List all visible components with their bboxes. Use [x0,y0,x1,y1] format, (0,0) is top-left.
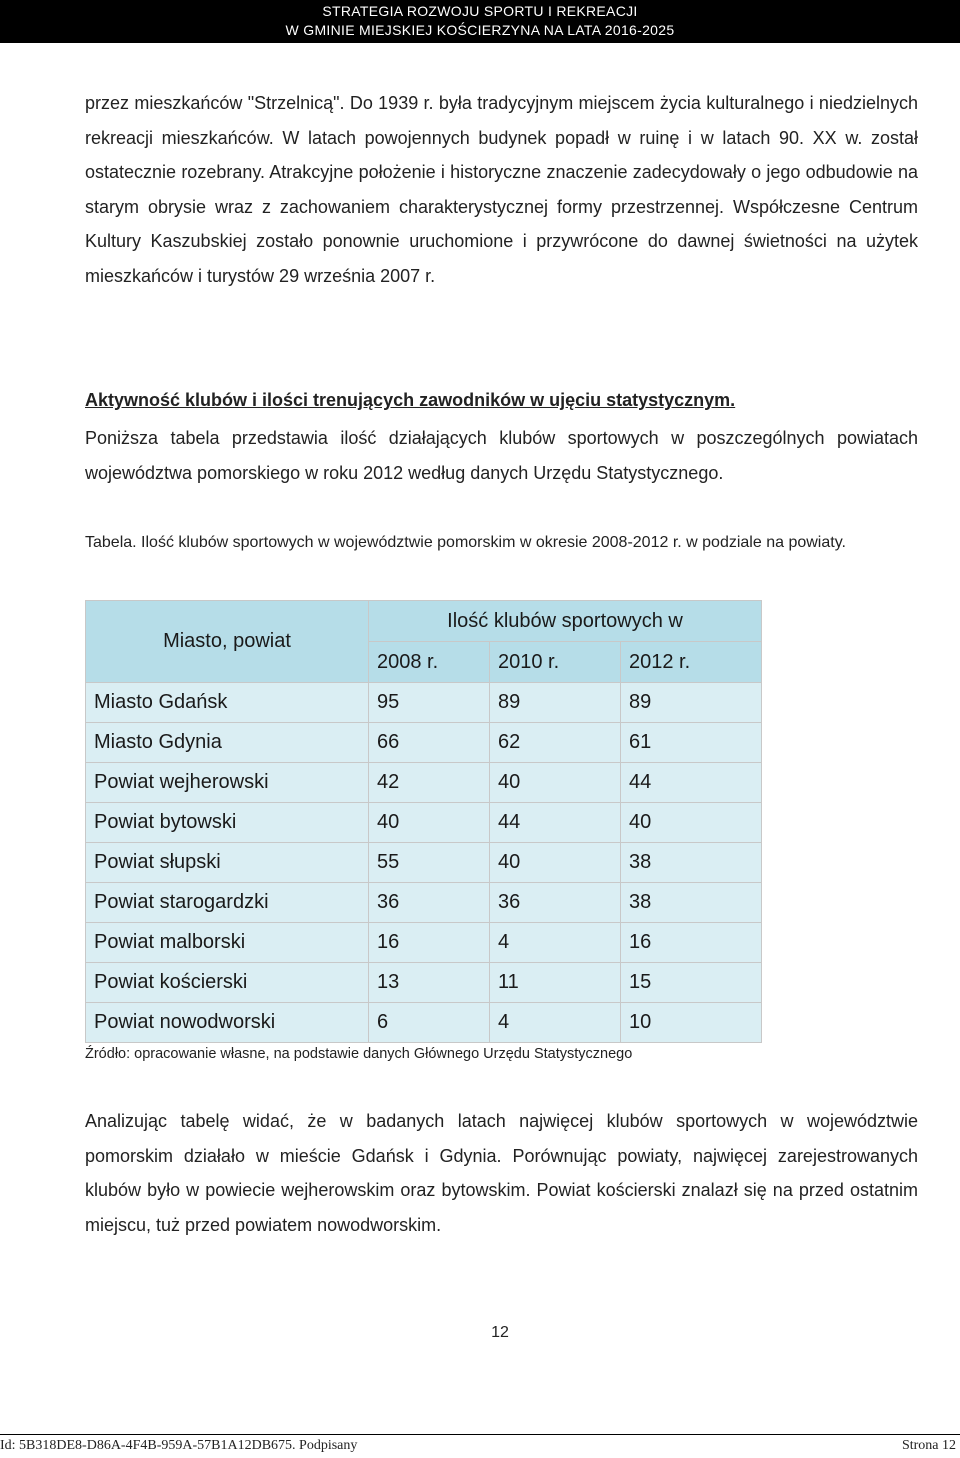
row-value-2012: 15 [621,963,762,1003]
header-year: 2010 r. [490,642,621,683]
header-year: 2008 r. [369,642,490,683]
row-name: Powiat nowodworski [86,1003,369,1043]
clubs-table [85,600,762,1043]
row-name: Powiat malborski [86,923,369,963]
row-name: Powiat starogardzki [86,883,369,923]
row-value-2008: 95 [369,683,490,723]
header-title-line1: STRATEGIA ROZWOJU SPORTU I REKREACJI [322,3,638,19]
header-club-count: Ilość klubów sportowych w [369,601,762,642]
table-row [86,683,762,723]
paragraph-table-intro: Poniższa tabela przedstawia ilość działających klubów sportowych w poszczególnych powiatach województwa pomorskiego w roku 2012 według danych Urzędu Statystycznego. [85,428,918,483]
table-row [86,883,762,923]
row-value-2010: 44 [490,803,621,843]
row-value-2008: 16 [369,923,490,963]
table-row [86,923,762,963]
section-heading: Aktywność klubów i ilości trenujących zawodników w ujęciu statystycznym. [85,390,736,410]
row-name: Miasto Gdańsk [86,683,369,723]
row-value-2010: 4 [490,923,621,963]
row-name: Miasto Gdynia [86,723,369,763]
row-name: Powiat słupski [86,843,369,883]
row-value-2012: 44 [621,763,762,803]
row-value-2012: 38 [621,843,762,883]
row-value-2010: 11 [490,963,621,1003]
paragraph-history: przez mieszkańców "Strzelnicą". Do 1939 r. była tradycyjnym miejscem życia kulturalnego i niedzielnych rekreacji mieszkańców. W latach powojennych budynek popadł w ruinę i w latach 90. XX w. został ostatecznie rozebrany. Atrakcyjne położenie i historyczne znaczenie zadecydowały o jego odbudowie na starym obrysie wraz z zachowaniem charakterystycznej formy przestrzennej. Współczesne Centrum Kultury Kaszubskiej zostało ponownie uruchomione i przywrócone do dawnej świetności na użytek mieszkańców i turystów 29 września 2007 r. [85,93,918,286]
row-name: Powiat kościerski [86,963,369,1003]
table-header-row [86,601,762,642]
footer-page-label: Strona 12 [901,1438,956,1453]
row-value-2008: 13 [369,963,490,1003]
document-header [0,0,960,43]
header-year: 2012 r. [621,642,762,683]
table-row [86,803,762,843]
paragraph-analysis: Analizując tabelę widać, że w badanych latach najwięcej klubów sportowych w województwie pomorskim działało w mieście Gdańsk i Gdynia. Porównując powiaty, najwięcej zarejestrowanych klubów było w powiecie wejherowskim oraz bytowskim. Powiat kościerski znalazł się na przed ostatnim miejscu, tuż przed powiatem nowodworskim. [85,1111,918,1235]
footer-document-id: Id: 5B318DE8-D86A-4F4B-959A-57B1A12DB675. Podpisany [0,1438,358,1453]
row-value-2010: 62 [490,723,621,763]
row-value-2010: 40 [490,763,621,803]
table-row [86,843,762,883]
row-value-2012: 89 [621,683,762,723]
row-name: Powiat wejherowski [86,763,369,803]
page-number: 12 [491,1324,509,1341]
table-row [86,963,762,1003]
table-row [86,763,762,803]
row-value-2008: 55 [369,843,490,883]
row-value-2012: 38 [621,883,762,923]
row-name: Powiat bytowski [86,803,369,843]
row-value-2012: 16 [621,923,762,963]
footer-divider [0,1434,960,1435]
header-title-line2: W GMINIE MIEJSKIEJ KOŚCIERZYNA NA LATA 2016-2025 [285,22,675,38]
row-value-2010: 40 [490,843,621,883]
row-value-2008: 42 [369,763,490,803]
table-source-note: Źródło: opracowanie własne, na podstawie danych Głównego Urzędu Statystycznego [85,1046,633,1062]
row-value-2008: 36 [369,883,490,923]
row-value-2010: 89 [490,683,621,723]
row-value-2012: 10 [621,1003,762,1043]
table-row [86,723,762,763]
row-value-2012: 40 [621,803,762,843]
table-caption: Tabela. Ilość klubów sportowych w województwie pomorskim w okresie 2008-2012 r. w podziale na powiaty. [85,534,846,551]
row-value-2008: 40 [369,803,490,843]
row-value-2008: 66 [369,723,490,763]
header-city: Miasto, powiat [86,601,369,683]
row-value-2010: 4 [490,1003,621,1043]
row-value-2010: 36 [490,883,621,923]
row-value-2012: 61 [621,723,762,763]
row-value-2008: 6 [369,1003,490,1043]
table-row [86,1003,762,1043]
